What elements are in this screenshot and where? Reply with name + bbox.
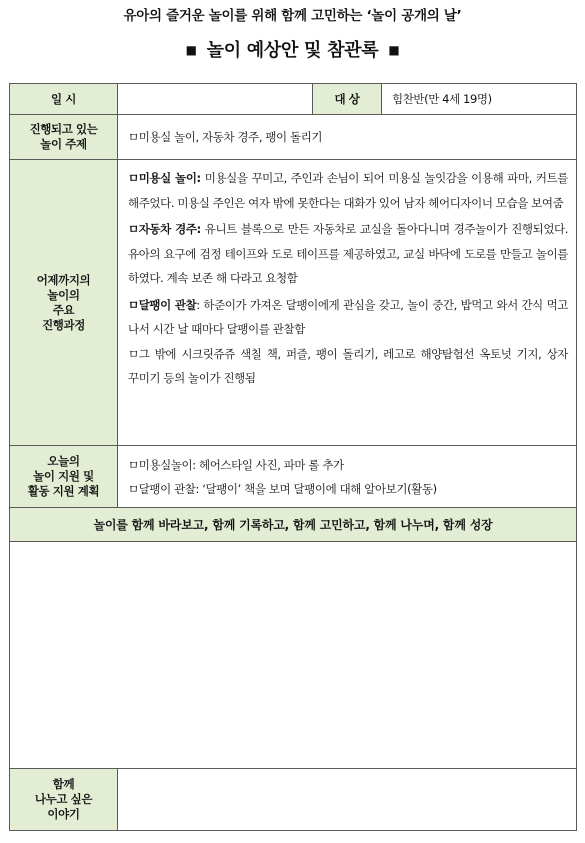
date-label: 일 시: [10, 84, 118, 115]
document-title: [0, 36, 585, 62]
square-bullet-icon: ■: [388, 43, 400, 57]
topic-value: ㅁ미용실 놀이, 자동차 경주, 팽이 돌리기: [118, 115, 577, 160]
target-value: 힘찬반(만 4세 19명): [382, 84, 577, 115]
observation-area[interactable]: [10, 542, 577, 769]
plan-row: [10, 446, 577, 508]
plan-item: ㅁ미용실놀이: 헤어스타일 사진, 파마 롤 추가: [128, 457, 344, 472]
process-item: ㅁ그 밖에 시크릿쥬쥬 색칠 책, 퍼즐, 팽이 돌리기, 레고로 해양탐험선 옥토넛 기지, 상자 꾸미기 등의 놀이가 진행됨: [128, 346, 568, 385]
plan-table: [9, 83, 577, 831]
process-item: ㅁ자동차 경주: 유니트 블록으로 만든 자동차로 교실을 돌아다니며 경주놀이가 진행되었다. 유아의 요구에 검정 테이프와 도로 테이프를 제공하였고, 교실 바닥에 도로를 만들고 놀이를 하였다. 계속 보존 해 다라고 요청함: [128, 222, 568, 285]
process-row: [10, 160, 577, 446]
title-text: 놀이 예상안 및 참관록: [206, 40, 379, 61]
target-label: 대 상: [313, 84, 382, 115]
process-item: ㅁ달팽이 관찰: 하준이가 가져온 달팽이에게 관심을 갖고, 놀이 중간, 밥먹고 와서 간식 먹고 나서 시간 날 때마다 달팽이를 관찰함: [128, 297, 568, 336]
observation-row: [10, 542, 577, 769]
square-bullet-icon: ■: [185, 43, 197, 57]
document-subtitle: 유아의 즐거운 놀이를 위해 함께 고민하는 ‘놀이 공개의 날’: [123, 8, 462, 24]
date-value[interactable]: [118, 84, 313, 115]
plan-label: 오늘의 놀이 지원 및 활동 지원 계획: [10, 446, 118, 508]
share-row: [10, 769, 577, 831]
topic-label: 진행되고 있는 놀이 주제: [10, 115, 118, 160]
process-content: [118, 160, 577, 446]
plan-content: [118, 446, 577, 508]
topic-row: [10, 115, 577, 160]
share-label: 함께 나누고 싶은 이야기: [10, 769, 118, 831]
plan-item: ㅁ달팽이 관찰: ‘달팽이’ 책을 보며 달팽이에 대해 알아보기(활동): [128, 481, 437, 496]
process-label: 어제까지의 놀이의 주요 진행과정: [10, 160, 118, 446]
share-value[interactable]: [118, 769, 577, 831]
info-row: [10, 84, 577, 115]
process-item: ㅁ미용실 놀이: 미용실을 꾸미고, 주인과 손님이 되어 미용실 놀잇감을 이용해 파마, 커트를 해주었다. 미용실 주인은 여자 밖에 못한다는 대화가 있어 남자 헤어디자이너 모습을 보여줌: [128, 171, 568, 210]
banner-row: [10, 508, 577, 542]
motto-banner: 놀이를 함께 바라보고, 함께 기록하고, 함께 고민하고, 함께 나누며, 함께 성장: [10, 508, 577, 542]
